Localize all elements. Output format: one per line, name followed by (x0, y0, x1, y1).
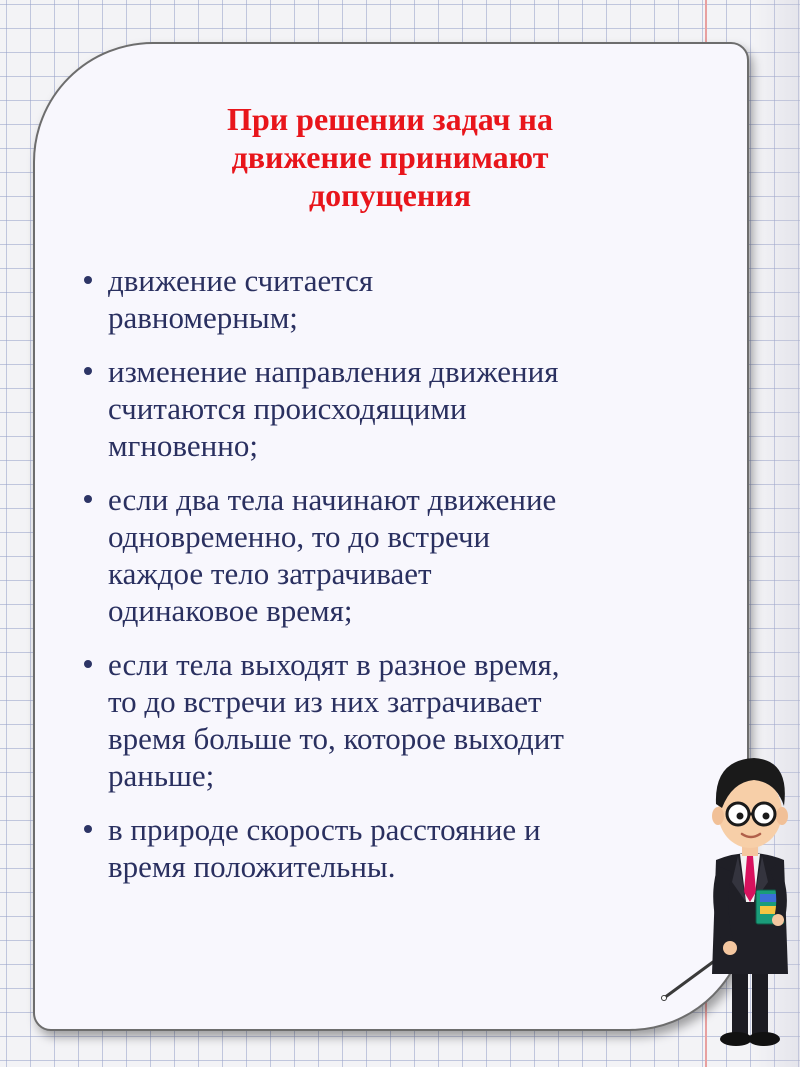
bullet-dot-icon (84, 367, 92, 375)
list-item-line: раньше; (108, 758, 215, 793)
title-line: При решении задач на (227, 101, 553, 137)
list-item-line: мгновенно; (108, 428, 258, 463)
list-item-line: одинаковое время; (108, 593, 353, 628)
list-item (84, 811, 724, 885)
list-item-line: если тела выходят в разное время, (108, 647, 560, 682)
list-item-line: движение считается (108, 263, 374, 298)
list-item (84, 481, 724, 629)
list-item-line: время больше то, которое выходит (108, 721, 564, 756)
bullet-dot-icon (84, 825, 92, 833)
list-item-line: если два тела начинают движение (108, 482, 557, 517)
list-item-line: то до встречи из них затрачивает (108, 684, 542, 719)
list-item-line: каждое тело затрачивает (108, 556, 432, 591)
list-item-line: время положительны. (108, 849, 396, 884)
list-item-line: изменение направления движения (108, 354, 559, 389)
title-line: движение принимают (231, 139, 549, 175)
list-item-line: считаются происходящими (108, 391, 467, 426)
assumptions-list (84, 262, 724, 902)
list-item (84, 353, 724, 464)
bullet-dot-icon (84, 660, 92, 668)
bullet-dot-icon (84, 495, 92, 503)
bullet-dot-icon (84, 276, 92, 284)
list-item-line: одновременно, то до встречи (108, 519, 491, 554)
list-item (84, 262, 724, 336)
list-item (84, 646, 724, 794)
teacher-with-pointer-illustration (654, 742, 794, 1052)
list-item-line: в природе скорость расстояние и (108, 812, 541, 847)
list-item-line: равномерным; (108, 300, 298, 335)
slide-title (60, 100, 720, 214)
title-line: допущения (308, 177, 472, 213)
